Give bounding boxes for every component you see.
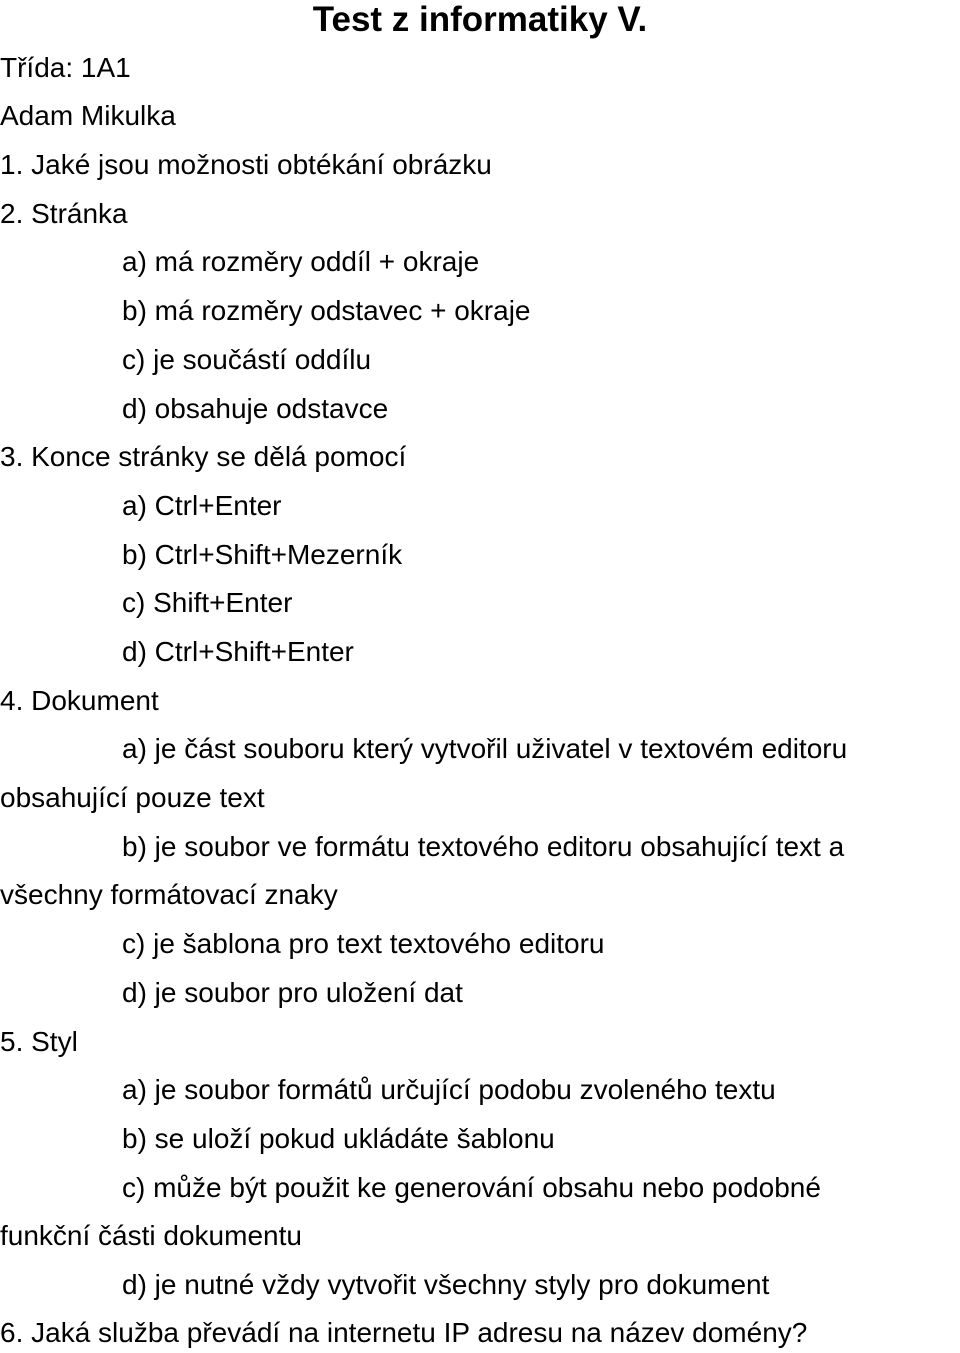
- question-4-option-a: a) je část souboru který vytvořil uživatel v textovém editoru: [122, 733, 848, 764]
- question-3-option-a: a) Ctrl+Enter: [122, 490, 282, 521]
- question-2-option-d: d) obsahuje odstavce: [122, 393, 389, 424]
- question-5-option-a: a) je soubor formátů určující podobu zvoleného textu: [122, 1074, 776, 1105]
- question-4-option-b-continued: všechny formátovací znaky: [0, 879, 338, 910]
- question-5-option-b: b) se uloží pokud ukládáte šablonu: [122, 1123, 555, 1154]
- question-4-option-a-continued: obsahující pouze text: [0, 782, 265, 813]
- question-6: 6. Jaká služba převádí na internetu IP adresu na název domény?: [0, 1317, 808, 1348]
- student-name: Adam Mikulka: [0, 100, 176, 131]
- document-title: Test z informatiky V.: [312, 0, 648, 39]
- question-5-option-d: d) je nutné vždy vytvořit všechny styly pro dokument: [122, 1269, 770, 1300]
- question-5: 5. Styl: [0, 1026, 78, 1057]
- question-5-option-c-continued: funkční části dokumentu: [0, 1220, 302, 1251]
- question-2-option-a: a) má rozměry oddíl + okraje: [122, 246, 480, 277]
- question-4: 4. Dokument: [0, 685, 159, 716]
- question-2-option-b: b) má rozměry odstavec + okraje: [122, 295, 531, 326]
- question-3: 3. Konce stránky se dělá pomocí: [0, 441, 407, 472]
- question-4-option-c: c) je šablona pro text textového editoru: [122, 928, 605, 959]
- question-2-option-c: c) je součástí oddílu: [122, 344, 372, 375]
- question-3-option-b: b) Ctrl+Shift+Mezerník: [122, 539, 403, 570]
- class-line: Třída: 1A1: [0, 52, 131, 83]
- question-3-option-d: d) Ctrl+Shift+Enter: [122, 636, 354, 667]
- question-2: 2. Stránka: [0, 198, 128, 229]
- question-3-option-c: c) Shift+Enter: [122, 587, 293, 618]
- question-4-option-b: b) je soubor ve formátu textového editoru obsahující text a: [122, 831, 845, 862]
- question-5-option-c: c) může být použit ke generování obsahu nebo podobné: [122, 1172, 821, 1203]
- question-1: 1. Jaké jsou možnosti obtékání obrázku: [0, 149, 492, 180]
- question-4-option-d: d) je soubor pro uložení dat: [122, 977, 463, 1008]
